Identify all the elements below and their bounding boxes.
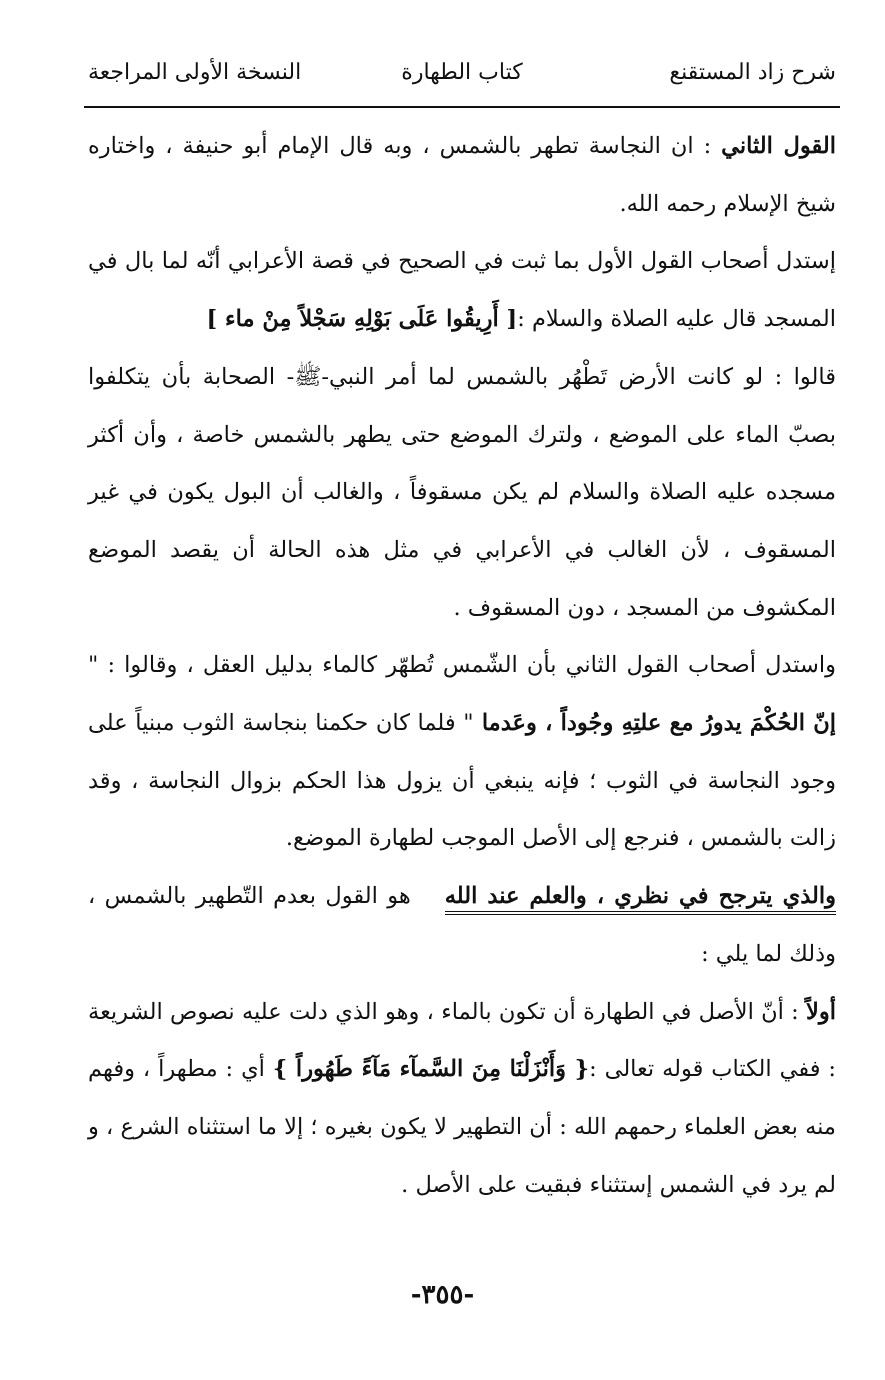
first-reason-label: أولاً	[806, 998, 836, 1025]
paragraph-second-opinion	[88, 118, 836, 233]
paragraph-first-opinion-evidence	[88, 233, 836, 348]
paragraph-first-opinion-argument	[88, 349, 836, 638]
paragraph-second-opinion-evidence	[88, 637, 836, 868]
paragraph-first-reason	[88, 984, 836, 1215]
running-header	[88, 52, 836, 92]
second-opinion-evidence-continued: " فلما كان حكمنا بنجاسة الثوب مبنياً على وجود النجاسة في الثوب ؛ فإنه ينبغي أن يزول هذا الحكم بزوال النجاسة ، وقد زالت بالشمس ، فنرجع إلى الأصل الموجب لطهارة الموضع.	[88, 710, 836, 852]
second-opinion-text: : ان النجاسة تطهر بالشمس ، وبه قال الإمام أبو حنيفة ، واختاره شيخ الإسلام رحمه الله.	[88, 133, 836, 217]
header-chapter-title: كتاب الطهارة	[401, 60, 523, 85]
header-book-title: شرح زاد المستقنع	[669, 60, 836, 85]
hadith-quote: [ أَرِيقُوا عَلَى بَوْلِهِ سَجْلاً مِنْ ماء ]	[206, 306, 518, 333]
second-opinion-evidence-text: واستدل أصحاب القول الثاني بأن الشّمس تُطهّر كالماء بدليل العقل ، وقالوا : "	[88, 652, 836, 679]
header-edition-note: النسخة الأولى المراجعة	[88, 60, 302, 85]
second-opinion-heading: القول الثاني	[721, 133, 836, 159]
header-divider	[84, 106, 840, 108]
legal-maxim: إنّ الحُكْمَ يدورُ مع علتِهِ وجُوداً ، وعَدما	[473, 710, 837, 737]
paragraph-preferred-view	[88, 868, 836, 983]
page-number: -٣٥٥-	[410, 1280, 475, 1310]
first-reason-continued: أي : مطهراً ، وفهم منه بعض العلماء رحمهم الله : أن التطهير لا يكون بغيره ؛ إلا ما استثناه الشرع ، و لم يرد في الشمس إستثناء فبقيت على الأصل .	[88, 1056, 836, 1198]
page-body	[88, 118, 836, 1214]
first-reason-text: : أنّ الأصل في الطهارة أن تكون بالماء ، وهو الذي دلت عليه نصوص الشريعة : ففي الكتاب قوله تعالى :	[88, 998, 836, 1083]
preferred-view-text: هو القول بعدم التّطهير بالشمس ، وذلك لما يلي :	[88, 883, 836, 967]
preferred-view-heading: والذي يترجح في نظري ، والعلم عند الله	[445, 883, 836, 915]
first-opinion-argument-text: قالوا : لو كانت الأرض تَطْهُر بالشمس لما أمر النبي-ﷺ- الصحابة بأن يتكلفوا بصبّ الماء على الموضع ، ولترك الموضع حتى يطهر بالشمس خاصة ، وأن أكثر مسجده عليه الصلاة والسلام لم يكن مسقوفاً ، والغالب أن البول يكون في غير المسقوف ، لأن الغالب في الأعرابي في مثل هذه الحالة أن يقصد الموضع المكشوف من المسجد ، دون المسقوف .	[88, 363, 836, 621]
first-opinion-evidence-text: إستدل أصحاب القول الأول بما ثبت في الصحيح في قصة الأعرابي أنّه لما بال في المسجد قال عليه الصلاة والسلام :	[88, 248, 836, 333]
quran-verse: { وَأَنْزَلْنَا مِنَ السَّمآء مَآءً طَهُوراً }	[272, 1056, 590, 1083]
